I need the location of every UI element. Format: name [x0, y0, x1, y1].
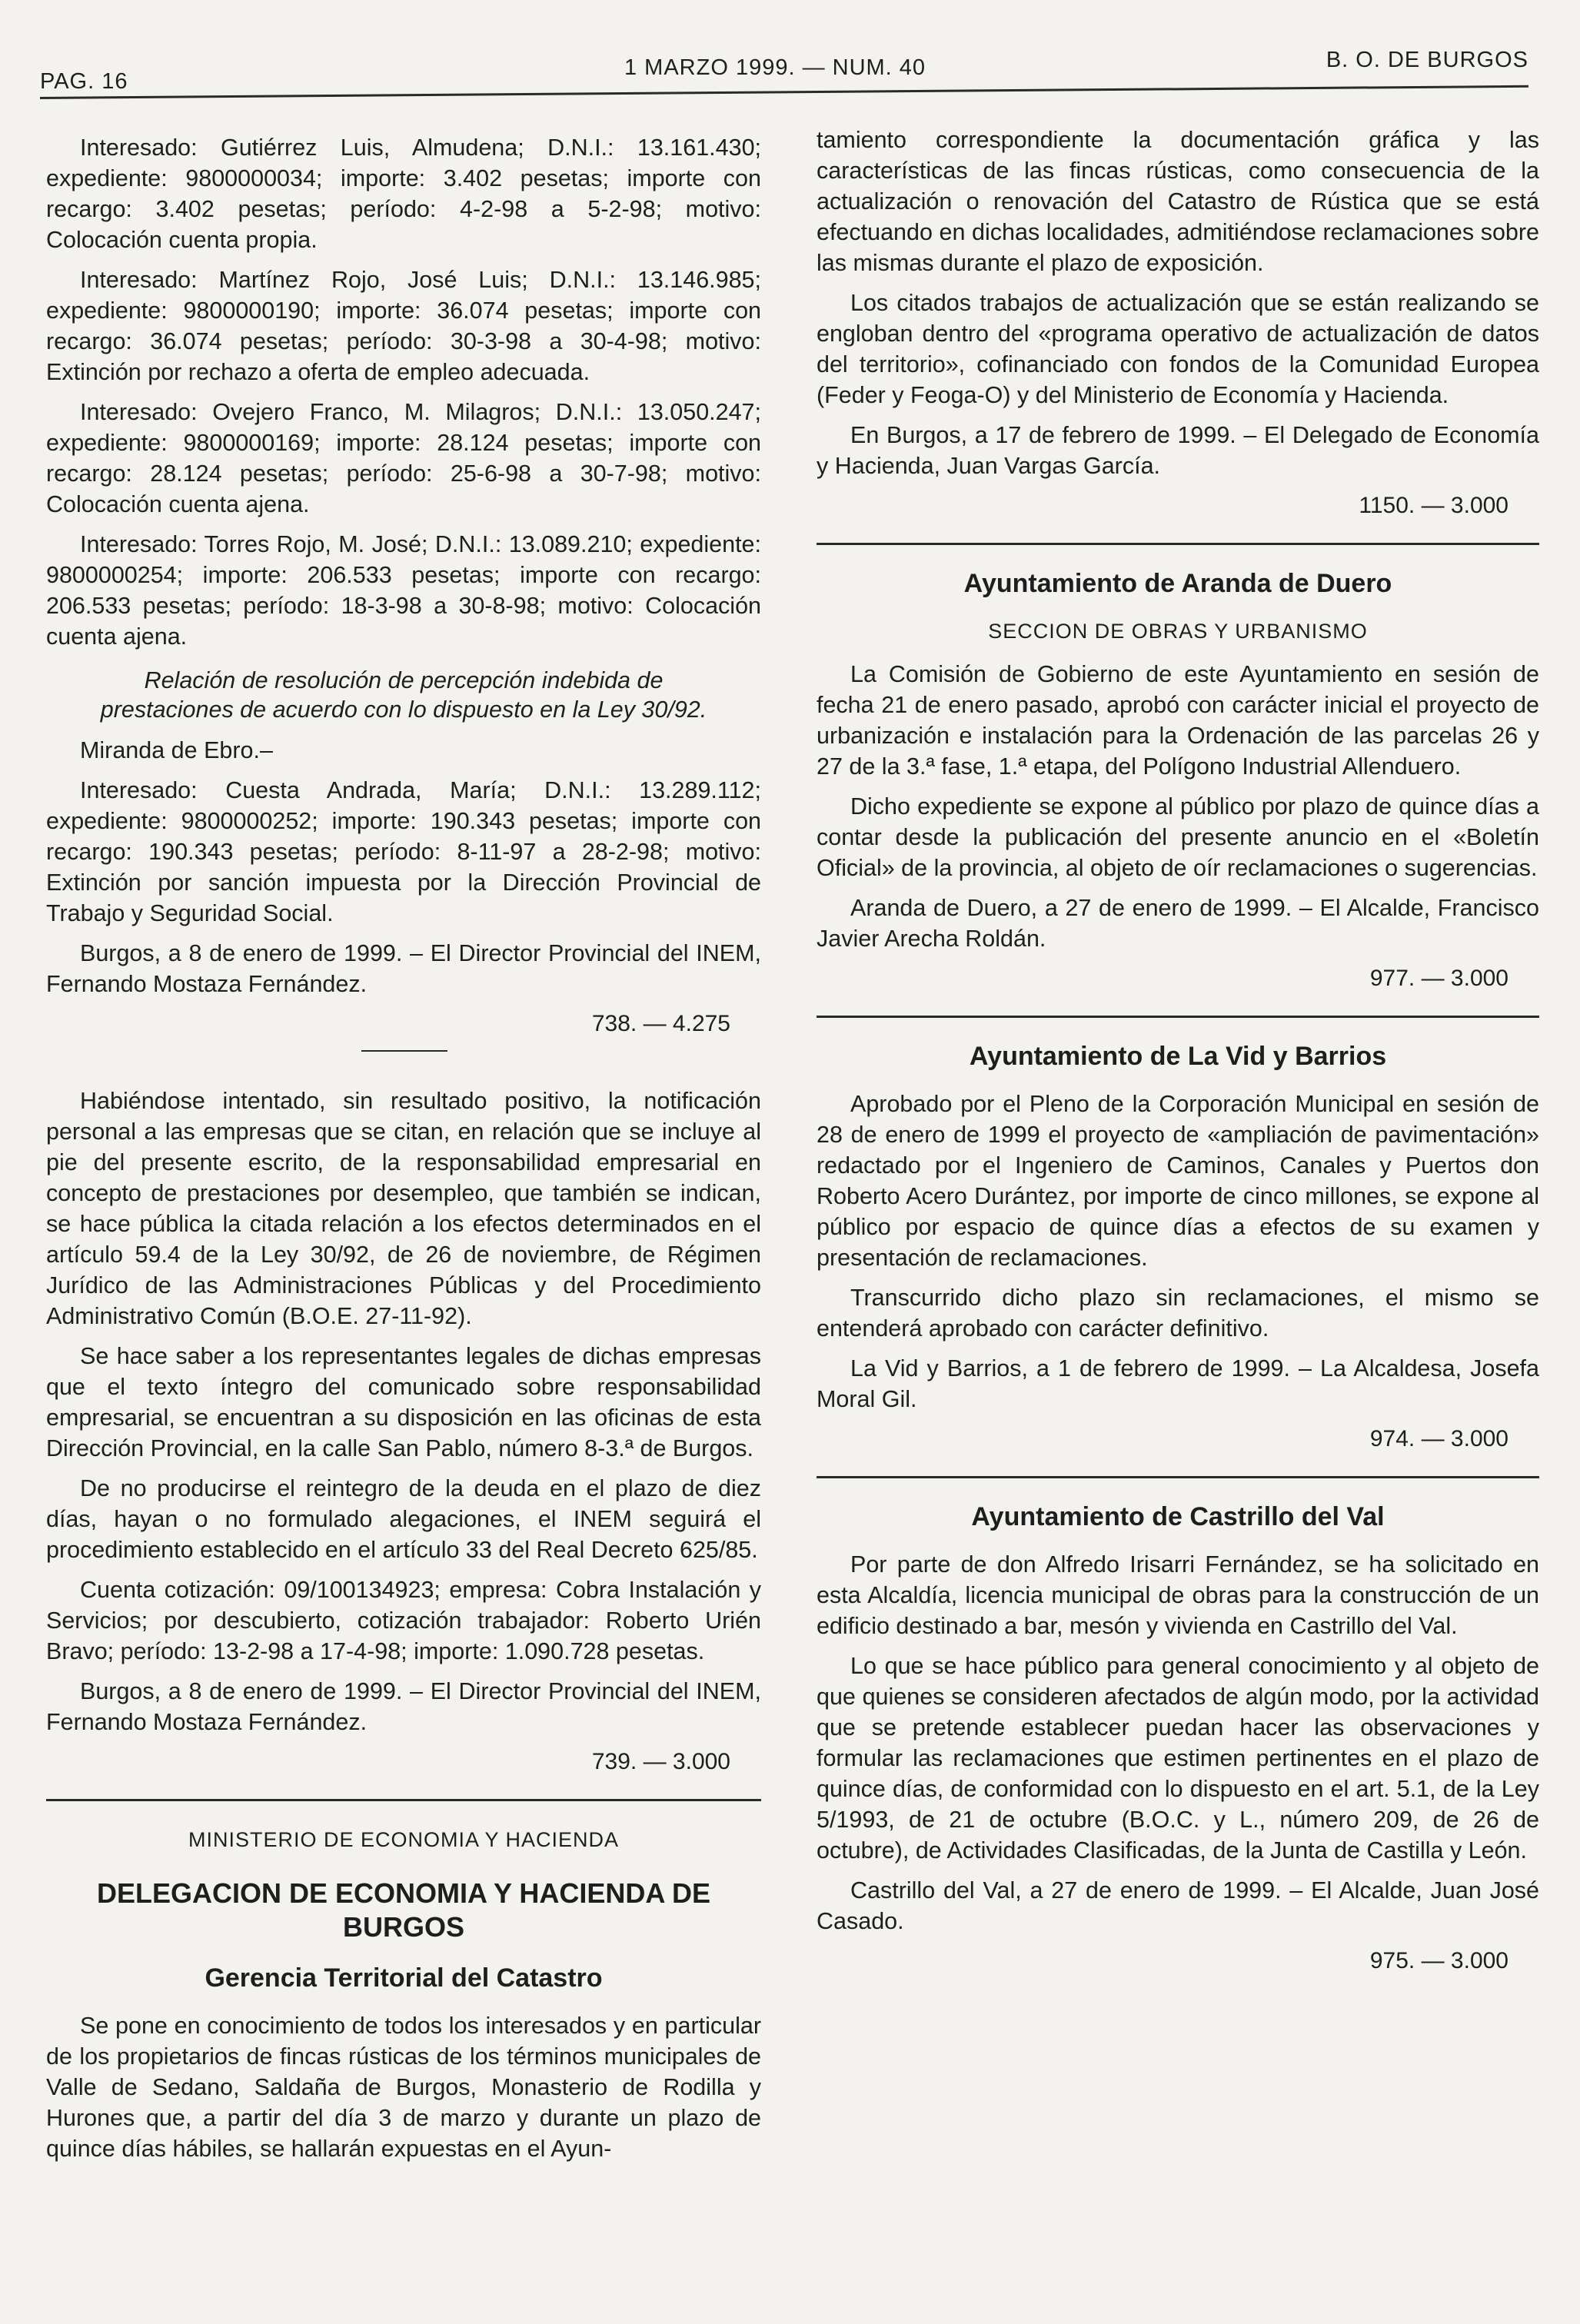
paragraph: Se pone en conocimiento de todos los interesados y en particular de los propietarios de fincas rústicas de los términos municipales de Valle de Sedano, Saldaña de Burgos, Monasterio de Rodilla y Hurones que, a partir del día 3 de marzo y durante un plazo de quince días hábiles, se hallarán expuestas en el Ayun- [46, 2013, 761, 2162]
aranda-heading: Ayuntamiento de Aranda de Duero [963, 569, 1392, 598]
page-number: PAG. 16 [40, 69, 128, 94]
section-italic-title: Relación de resolución de percepción indebida de prestaciones de acuerdo con lo dispuesto en la Ley 30/92. [100, 667, 707, 723]
paragraph: Por parte de don Alfredo Irisarri Fernández, se ha solicitado en esta Alcaldía, licencia municipal de obras para la construcción de un edificio destinado a bar, mesón y vivienda en Castrillo del Val. [817, 1551, 1539, 1639]
castrillo-heading: Ayuntamiento de Castrillo del Val [971, 1502, 1385, 1531]
signature-paragraph: Burgos, a 8 de enero de 1999. – El Director Provincial del INEM, Fernando Mostaza Fernández. [46, 940, 761, 997]
la-vid-heading: Ayuntamiento de La Vid y Barrios [969, 1042, 1387, 1071]
section-divider [817, 1476, 1539, 1478]
section-divider [817, 1016, 1539, 1018]
reference-number: 977. — 3.000 [1369, 966, 1508, 991]
paragraph: Se hace saber a los representantes legales de dichas empresas que el texto íntegro del comunicado sobre responsabilidad empresarial, se encuentran a su disposición en las oficinas de esta Dirección Provincial, en la calle San Pablo, número 8-3.ª de Burgos. [46, 1343, 761, 1461]
paragraph: Transcurrido dicho plazo sin reclamaciones, el mismo se entenderá aprobado con carácter definitivo. [817, 1285, 1539, 1342]
section-divider [46, 1799, 761, 1801]
signature-paragraph: Castrillo del Val, a 27 de enero de 1999. – El Alcalde, Juan José Casado. [817, 1877, 1539, 1934]
right-column [817, 125, 1539, 1987]
section-divider [817, 543, 1539, 545]
paragraph: Interesado: Martínez Rojo, José Luis; D.N.I.: 13.146.985; expediente: 9800000190; importe: 36.074 pesetas; importe con recargo: 36.074 pesetas; período: 30-3-98 a 30-4-98; motivo: Extinción por rechazo a oferta de empleo adecuada. [46, 267, 761, 385]
reference-number: 974. — 3.000 [1369, 1426, 1508, 1451]
gerencia-heading: Gerencia Territorial del Catastro [205, 1963, 603, 1993]
paragraph: Interesado: Ovejero Franco, M. Milagros; D.N.I.: 13.050.247; expediente: 9800000169; importe: 28.124 pesetas; importe con recargo: 28.124 pesetas; período: 25-6-98 a 30-7-98; motivo: Colocación cuenta ajena. [46, 399, 761, 517]
paragraph: Habiéndose intentado, sin resultado positivo, la notificación personal a las empresas que se citan, en relación que se incluye al pie del presente escrito, de la responsabilidad empresarial en concepto de prestaciones por desempleo, que también se indican, se hace pública la citada relación a los efectos determinados en el artículo 59.4 de la Ley 30/92, de 26 de noviembre, de Régimen Jurídico de las Administraciones Públicas y del Procedimiento Administrativo Común (B.O.E. 27-11-92). [46, 1088, 761, 1329]
paragraph: Dicho expediente se expone al público por plazo de quince días a contar desde la publicación del presente anuncio en el «Boletín Oficial» de la provincia, al objeto de oír reclamaciones o sugerencias. [817, 793, 1539, 881]
paragraph: Aprobado por el Pleno de la Corporación Municipal en sesión de 28 de enero de 1999 el proyecto de «ampliación de pavimentación» redactado por el Ingeniero de Caminos, Canales y Puertos don Roberto Acero Durántez, por importe de cinco millones, se expone al público por espacio de quince días a efectos de su examen y presentación de reclamaciones. [817, 1091, 1539, 1271]
signature-paragraph: Aranda de Duero, a 27 de enero de 1999. – El Alcalde, Francisco Javier Arecha Roldán. [817, 895, 1539, 952]
aranda-section: SECCION DE OBRAS Y URBANISMO [988, 620, 1368, 643]
paragraph: Interesado: Torres Rojo, M. José; D.N.I.: 13.089.210; expediente: 9800000254; importe: 206.533 pesetas; importe con recargo: 206.533 pesetas; período: 18-3-98 a 30-8-98; motivo: Colocación cuenta ajena. [46, 531, 761, 650]
signature-paragraph: Burgos, a 8 de enero de 1999. – El Director Provincial del INEM, Fernando Mostaza Fernández. [46, 1678, 761, 1735]
reference-number: 975. — 3.000 [1369, 1948, 1508, 1973]
divider [361, 1050, 447, 1052]
paragraph: Miranda de Ebro.– [80, 737, 273, 763]
paragraph: Interesado: Gutiérrez Luis, Almudena; D.N.I.: 13.161.430; expediente: 9800000034; importe: 3.402 pesetas; importe con recargo: 3.402 pesetas; período: 4-2-98 a 5-2-98; motivo: Colocación cuenta propia. [46, 135, 761, 253]
issue-date: 1 MARZO 1999. — NUM. 40 [624, 55, 926, 80]
paragraph: La Comisión de Gobierno de este Ayuntamiento en sesión de fecha 21 de enero pasado, aprobó con carácter inicial el proyecto de urbanización e instalación para la Ordenación de las parcelas 26 y 27 de la 3.ª fase, 1.ª etapa, del Polígono Industrial Allenduero. [817, 661, 1539, 780]
paragraph: Los citados trabajos de actualización que se están realizando se engloban dentro del «programa operativo de actualización de datos del territorio», cofinanciado con fondos de la Comunidad Europea (Feder y Feoga-O) y del Ministerio de Economía y Hacienda. [817, 290, 1539, 408]
paragraph: Interesado: Cuesta Andrada, María; D.N.I.: 13.289.112; expediente: 9800000252; importe: 190.343 pesetas; importe con recargo: 190.343 pesetas; período: 8-11-97 a 28-2-98; motivo: Extinción por sanción impuesta por la Dirección Provincial de Trabajo y Seguridad Social. [46, 777, 761, 926]
delegation-heading: DELEGACION DE ECONOMIA Y HACIENDA DE BURGOS [96, 1877, 711, 1943]
paragraph: De no producirse el reintegro de la deuda en el plazo de diez días, hayan o no formulado alegaciones, el INEM seguirá el procedimiento establecido en el artículo 33 del Real Decreto 625/85. [46, 1475, 761, 1563]
reference-number: 738. — 4.275 [591, 1011, 730, 1036]
paragraph: tamiento correspondiente la documentación gráfica y las características de las fincas rústicas, como consecuencia de la actualización o renovación del Catastro de Rústica que se está efectuando en dichas localidades, admitiéndose reclamaciones sobre las mismas durante el plazo de exposición. [817, 127, 1539, 276]
signature-paragraph: En Burgos, a 17 de febrero de 1999. – El Delegado de Economía y Hacienda, Juan Vargas García. [817, 422, 1539, 479]
reference-number: 1150. — 3.000 [1359, 493, 1508, 518]
reference-number: 739. — 3.000 [591, 1749, 730, 1774]
paragraph: Cuenta cotización: 09/100134923; empresa: Cobra Instalación y Servicios; por descubierto, cotización trabajador: Roberto Urién Bravo; período: 13-2-98 a 17-4-98; importe: 1.090.728 pesetas. [46, 1577, 761, 1664]
paragraph: Lo que se hace público para general conocimiento y al objeto de que quienes se consideren afectados de algún modo, por la actividad que se pretende establecer puedan hacer las observaciones y formular las reclamaciones que estimen pertinentes en el plazo de quince días, de conformidad con lo dispuesto en el art. 5.1, de la Ley 5/1993, de 21 de octubre (B.O.C. y L., número 209, de 26 de octubre), de Actividades Clasificadas, de la Junta de Castilla y León. [817, 1653, 1539, 1864]
ministry-heading: MINISTERIO DE ECONOMIA Y HACIENDA [188, 1828, 620, 1851]
publication-name: B. O. DE BURGOS [1326, 48, 1528, 72]
signature-paragraph: La Vid y Barrios, a 1 de febrero de 1999. – La Alcaldesa, Josefa Moral Gil. [817, 1355, 1539, 1412]
left-column [46, 132, 761, 2173]
